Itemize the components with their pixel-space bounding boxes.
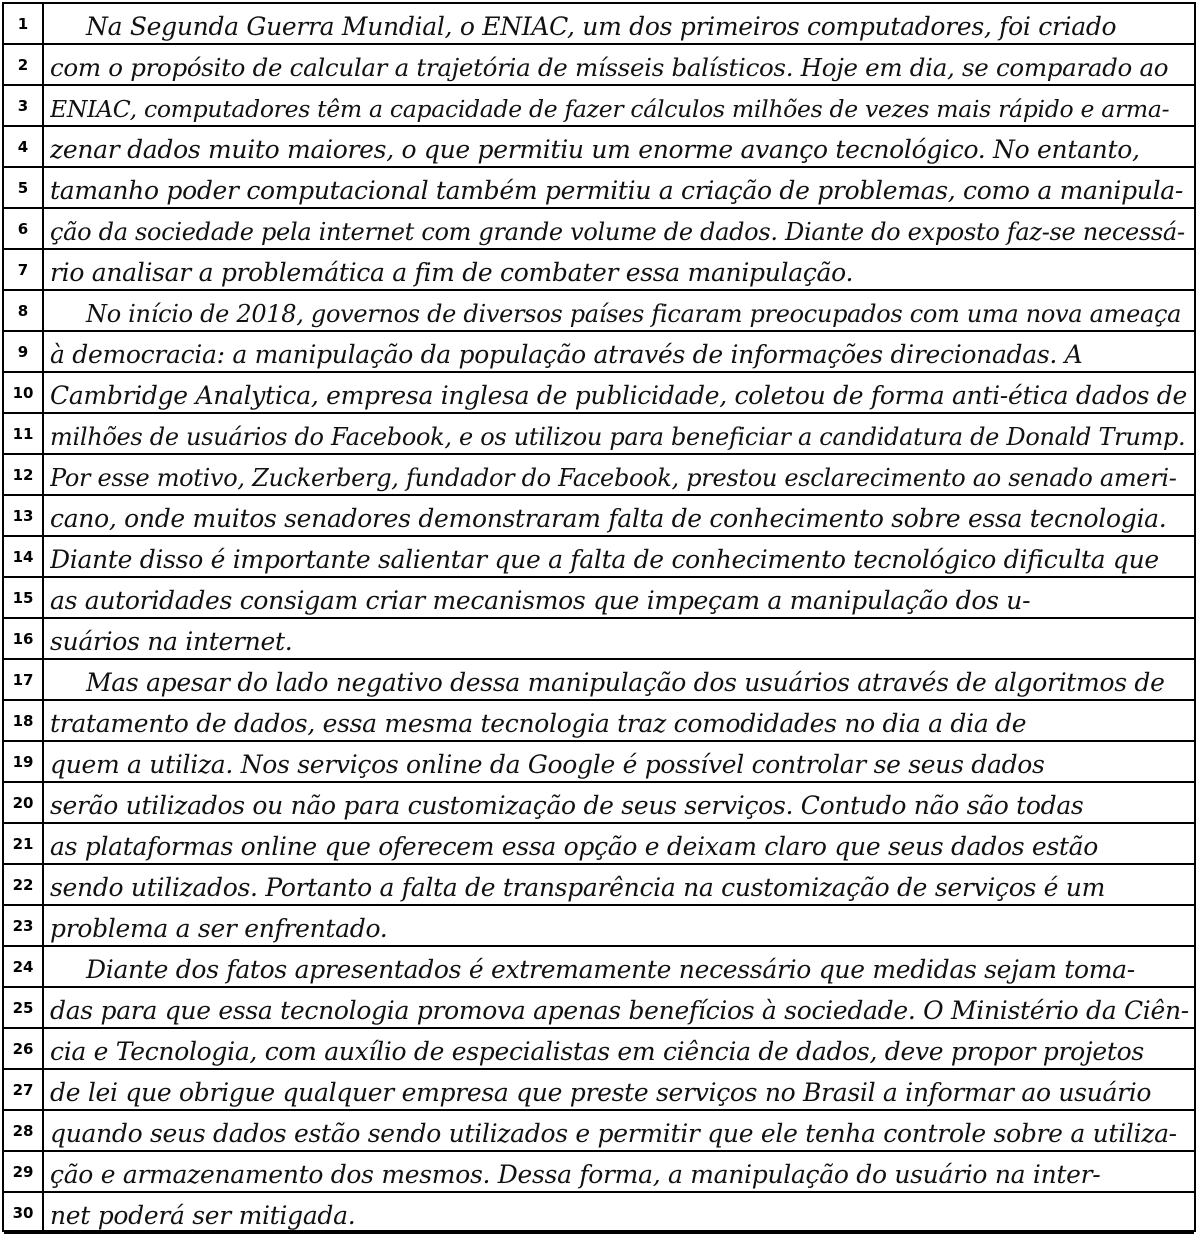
essay-line-row — [4, 1029, 1194, 1070]
essay-line-row — [4, 660, 1194, 701]
essay-line-row — [4, 291, 1194, 332]
line-number: 18 — [4, 701, 44, 740]
essay-sheet — [2, 2, 1196, 1232]
essay-line-row — [4, 496, 1194, 537]
essay-line-row — [4, 1152, 1194, 1193]
line-number: 27 — [4, 1070, 44, 1109]
line-number: 19 — [4, 742, 44, 781]
line-number: 6 — [4, 209, 44, 248]
line-number: 10 — [4, 373, 44, 412]
essay-line-row — [4, 578, 1194, 619]
handwritten-line-text: as autoridades consigam criar mecanismos que impeçam a manipulação dos u- — [50, 586, 1031, 615]
handwritten-line-text: serão utilizados ou não para customização de seus serviços. Contudo não são todas — [50, 791, 1084, 820]
line-number: 24 — [4, 947, 44, 986]
handwritten-line-text: à democracia: a manipulação da população através de informações direcionadas. A — [50, 340, 1083, 369]
essay-line-row — [4, 86, 1194, 127]
handwritten-line-text: sendo utilizados. Portanto a falta de transparência na customização de serviços é um — [50, 873, 1105, 902]
line-number: 28 — [4, 1111, 44, 1150]
line-number: 29 — [4, 1152, 44, 1191]
essay-line-row — [4, 619, 1194, 660]
handwritten-line-text: quem a utiliza. Nos serviços online da Google é possível controlar se seus dados — [50, 750, 1045, 779]
line-number: 30 — [4, 1193, 44, 1232]
handwritten-line-text: quando seus dados estão sendo utilizados e permitir que ele tenha controle sobre a utiliza- — [50, 1119, 1177, 1148]
essay-line-row — [4, 414, 1194, 455]
essay-line-row — [4, 906, 1194, 947]
handwritten-line-text: com o propósito de calcular a trajetória de mísseis balísticos. Hoje em dia, se comparado ao — [50, 53, 1169, 82]
handwritten-line-text: No início de 2018, governos de diversos países ficaram preocupados com uma nova ameaça — [86, 300, 1182, 328]
line-number: 9 — [4, 332, 44, 371]
line-number: 3 — [4, 86, 44, 125]
handwritten-line-text: Por esse motivo, Zuckerberg, fundador do Facebook, prestou esclarecimento ao senado ameri- — [50, 464, 1177, 492]
handwritten-line-text: ENIAC, computadores têm a capacidade de fazer cálculos milhões de vezes mais rápido e arma- — [50, 95, 1170, 123]
line-number: 22 — [4, 865, 44, 904]
handwritten-line-text: suários na internet. — [50, 627, 293, 656]
handwritten-line-text: tratamento de dados, essa mesma tecnologia traz comodidades no dia a dia de — [50, 709, 1027, 738]
essay-line-row — [4, 1111, 1194, 1152]
essay-line-row — [4, 332, 1194, 373]
line-number: 23 — [4, 906, 44, 945]
handwritten-line-text: rio analisar a problemática a fim de combater essa manipulação. — [50, 258, 854, 287]
line-number: 12 — [4, 455, 44, 494]
line-number: 15 — [4, 578, 44, 617]
handwritten-line-text: ção e armazenamento dos mesmos. Dessa forma, a manipulação do usuário na inter- — [50, 1160, 1101, 1189]
essay-line-row — [4, 947, 1194, 988]
essay-line-row — [4, 168, 1194, 209]
handwritten-line-text: net poderá ser mitigada. — [50, 1201, 356, 1230]
essay-line-row — [4, 824, 1194, 865]
handwritten-line-text: cia e Tecnologia, com auxílio de especialistas em ciência de dados, deve propor projetos — [50, 1037, 1144, 1066]
line-number: 5 — [4, 168, 44, 207]
essay-line-row — [4, 1193, 1194, 1234]
handwritten-line-text: de lei que obrigue qualquer empresa que preste serviços no Brasil a informar ao usuário — [50, 1078, 1152, 1107]
essay-line-row — [4, 250, 1194, 291]
essay-line-row — [4, 865, 1194, 906]
handwritten-line-text: Diante disso é importante salientar que a falta de conhecimento tecnológico dificulta que — [50, 545, 1159, 574]
line-number: 7 — [4, 250, 44, 289]
handwritten-line-text: Na Segunda Guerra Mundial, o ENIAC, um dos primeiros computadores, foi criado — [86, 12, 1117, 41]
handwritten-line-text: cano, onde muitos senadores demonstraram falta de conhecimento sobre essa tecnologia. — [50, 504, 1167, 533]
essay-line-row — [4, 209, 1194, 250]
essay-line-row — [4, 373, 1194, 414]
essay-line-row — [4, 701, 1194, 742]
handwritten-line-text: das para que essa tecnologia promova apenas benefícios à sociedade. O Ministério da Ciên- — [50, 996, 1189, 1025]
handwritten-line-text: Mas apesar do lado negativo dessa manipulação dos usuários através de algoritmos de — [86, 668, 1165, 697]
handwritten-line-text: as plataformas online que oferecem essa opção e deixam claro que seus dados estão — [50, 832, 1099, 861]
handwritten-line-text: ção da sociedade pela internet com grande volume de dados. Diante do exposto faz-se necessá- — [50, 218, 1185, 246]
handwritten-line-text: zenar dados muito maiores, o que permitiu um enorme avanço tecnológico. No entanto, — [50, 135, 1140, 164]
essay-line-row — [4, 537, 1194, 578]
line-number: 14 — [4, 537, 44, 576]
handwritten-line-text: problema a ser enfrentado. — [50, 914, 388, 943]
line-number: 13 — [4, 496, 44, 535]
essay-line-row — [4, 4, 1194, 45]
essay-line-row — [4, 455, 1194, 496]
handwritten-line-text: milhões de usuários do Facebook, e os utilizou para beneficiar a candidatura de Donald Trump. — [50, 423, 1186, 451]
essay-line-row — [4, 988, 1194, 1029]
essay-line-row — [4, 127, 1194, 168]
line-number: 17 — [4, 660, 44, 699]
essay-line-row — [4, 45, 1194, 86]
line-number: 2 — [4, 45, 44, 84]
line-number: 26 — [4, 1029, 44, 1068]
line-number: 4 — [4, 127, 44, 166]
line-number: 20 — [4, 783, 44, 822]
line-number: 21 — [4, 824, 44, 863]
handwritten-line-text: tamanho poder computacional também permitiu a criação de problemas, como a manipula- — [50, 176, 1184, 205]
line-number: 8 — [4, 291, 44, 330]
line-number: 11 — [4, 414, 44, 453]
line-number: 25 — [4, 988, 44, 1027]
essay-line-row — [4, 783, 1194, 824]
essay-line-row — [4, 1070, 1194, 1111]
line-number: 16 — [4, 619, 44, 658]
handwritten-line-text: Diante dos fatos apresentados é extremamente necessário que medidas sejam toma- — [86, 955, 1135, 984]
handwritten-line-text: Cambridge Analytica, empresa inglesa de publicidade, coletou de forma anti-ética dados de — [50, 381, 1187, 410]
line-number: 1 — [4, 4, 44, 43]
essay-line-row — [4, 742, 1194, 783]
